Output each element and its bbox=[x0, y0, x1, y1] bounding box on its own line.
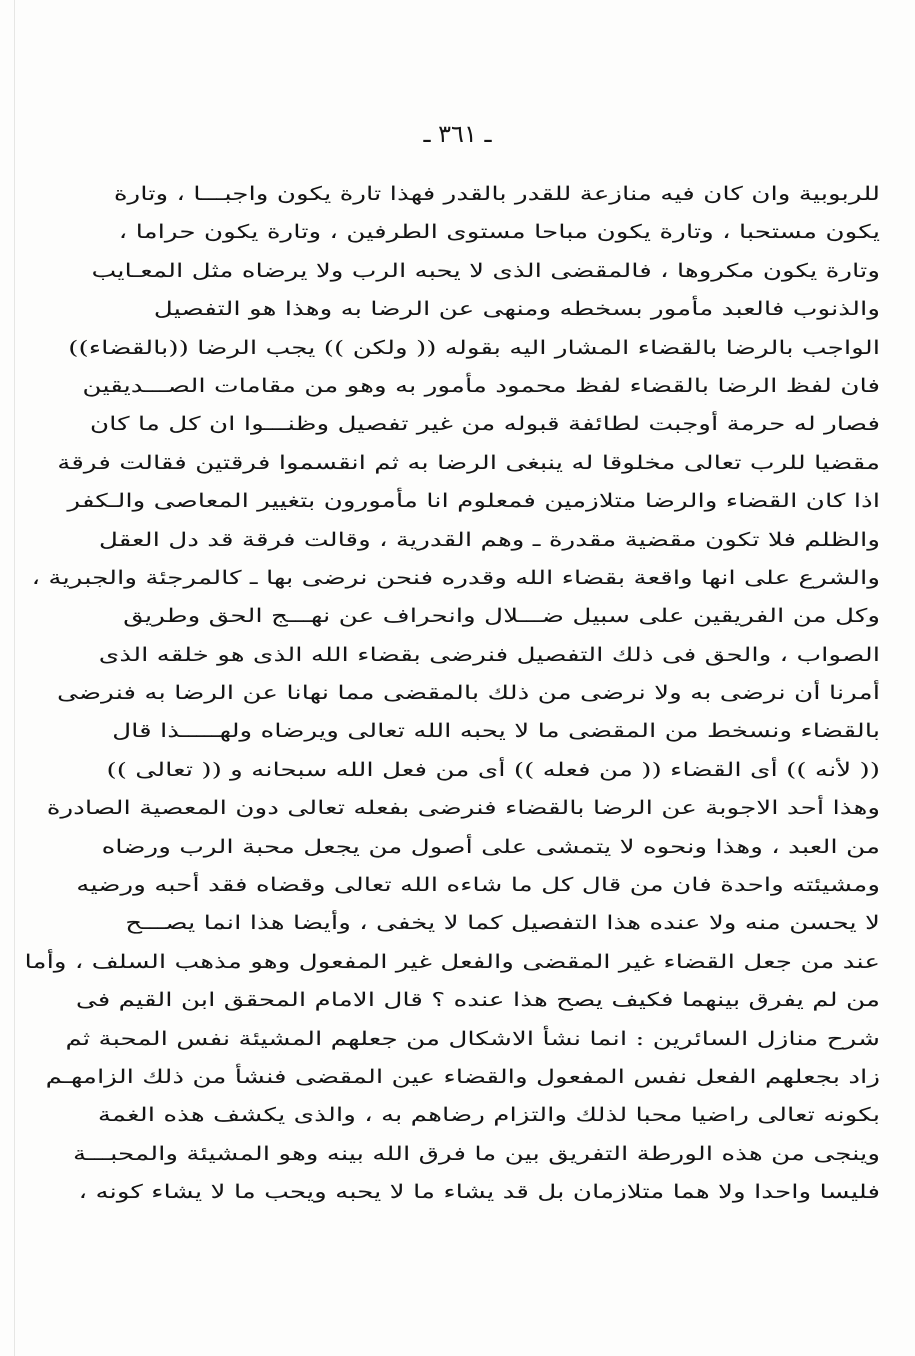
text-line: من لم يفرق بينهما فكيف يصح هذا عنده ؟ قال الامام المحقق ابن القيم فى bbox=[75, 989, 881, 1012]
text-line: من العبد ، وهذا ونحوه لا يتمشى على أصول من يجعل محبة الرب ورضاه bbox=[101, 835, 881, 858]
text-line: وهذا أحد الاجوبة عن الرضا بالقضاء فنرضى بفعله تعالى دون المعصية الصادرة bbox=[46, 797, 881, 820]
text-line: للربوبية وان كان فيه منازعة للقدر بالقدر فهذا تارة يكون واجبـــا ، وتارة bbox=[113, 183, 881, 205]
text-line: بكونه تعالى راضيا محبا لذلك والتزام رضاهم به ، والذى يكشف هذه الغمة bbox=[97, 1104, 881, 1127]
text-line: فليسا واحدا ولا هما متلازمان بل قد يشاء ما لا يحبه ويحب ما لا يشاء كونه ، bbox=[78, 1181, 880, 1204]
text-line: والظلم فلا تكون مقضية مقدرة ـ وهم القدرية ، وقالت فرقة قد دل العقل bbox=[98, 528, 880, 551]
text-line: (( لأنه )) أى القضاء (( من فعله )) أى من فعل الله سبحانه و (( تعالى )) bbox=[106, 758, 880, 781]
text-line: أمرنا أن نرضى به ولا نرضى من ذلك بالمقضى مما نهانا عن الرضا به فنرضى bbox=[57, 682, 880, 705]
text-line: وكل من الفريقين على سبيل ضـــلال وانحراف عن نهـــج الحق وطريق bbox=[123, 605, 881, 628]
text-line: والذنوب فالعبد مأمور بسخطه ومنهى عن الرضا به وهذا هو التفصيل bbox=[153, 298, 881, 321]
text-line: فان لفظ الرضا بالقضاء لفظ محمود مأمور به وهو من مقامات الصـــديقين bbox=[82, 374, 880, 397]
text-line: لا يحسن منه ولا عنده هذا التفصيل كما لا يخفى ، وأيضا هذا انما يصـــح bbox=[125, 912, 881, 935]
text-line: زاد بجعلهم الفعل نفس المفعول والقضاء عين المقضى فنشأ من ذلك الزامهـم bbox=[45, 1065, 881, 1088]
text-line: شرح منازل السائرين : انما نشأ الاشكال من جعلهم المشيئة نفس المحبة ثم bbox=[65, 1027, 880, 1050]
text-line: والشرع على انها واقعة بقضاء الله وقدره فنحن نرضى بها ـ كالمرجئة والجبرية ، bbox=[31, 566, 880, 589]
text-line: وتارة يكون مكروها ، فالمقضى الذى لا يحبه الرب ولا يرضاه مثل المعـايب bbox=[91, 259, 881, 282]
page-number: ـ ٣٦١ ـ bbox=[423, 120, 492, 148]
text-line: اذا كان القضاء والرضا متلازمين فمعلوم انا مأمورون بتغيير المعاصى والـكفر bbox=[67, 490, 880, 513]
text-line: فصار له حرمة أوجبت لطائفة قبوله من غير تفصيل وظنـــوا ان كل ما كان bbox=[89, 413, 880, 436]
text-line: يكون مستحبا ، وتارة يكون مباحا مستوى الطرفين ، وتارة يكون حراما ، bbox=[118, 221, 880, 244]
text-line: الصواب ، والحق فى ذلك التفصيل فنرضى بقضاء الله الذى هو خلقه الذى bbox=[98, 643, 881, 666]
text-line: وينجى من هذه الورطة التفريق بين ما فرق الله بينه وهو المشيئة والمحبـــة bbox=[73, 1142, 881, 1165]
text-line: مقضيا للرب تعالى مخلوقا له ينبغى الرضا به ثم انقسموا فرقتين فقالت فرقة bbox=[57, 451, 881, 474]
text-line: عند من جعل القضاء غير المقضى والفعل غير المفعول وهو مذهب السلف ، وأما bbox=[24, 950, 881, 973]
text-line: ومشيئته واحدة فان من قال كل ما شاءه الله تعالى وقضاه فقد أحبه ورضيه bbox=[76, 874, 881, 897]
scan-edge-line bbox=[14, 0, 15, 1356]
text-line: بالقضاء ونسخط من المقضى ما لا يحبه الله تعالى ويرضاه ولهـــــذا قال bbox=[112, 720, 881, 743]
body-text bbox=[24, 175, 881, 1212]
text-line: الواجب بالرضا بالقضاء المشار اليه بقوله (( ولكن )) يجب الرضا ((بالقضاء)) bbox=[68, 336, 881, 359]
